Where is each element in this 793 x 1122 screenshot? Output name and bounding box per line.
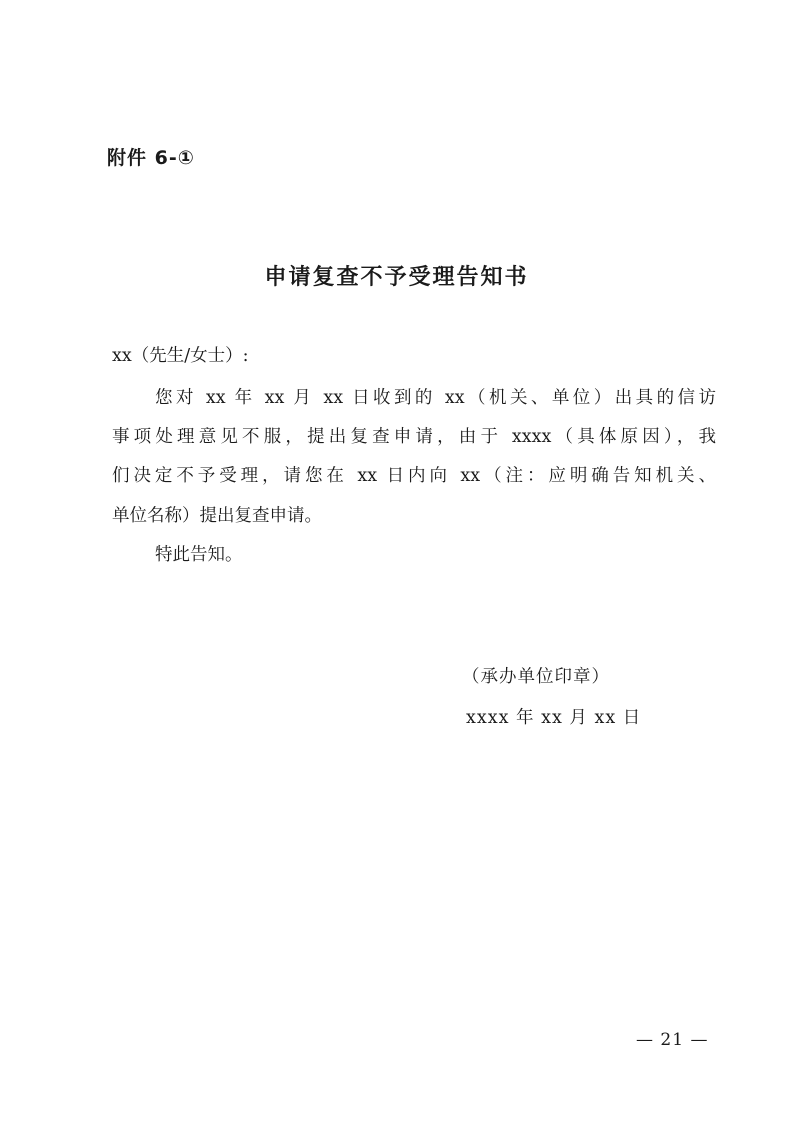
page-number: — 21 —: [636, 1030, 709, 1050]
closing-text: 特此告知。: [155, 545, 243, 565]
body-line-1: 您对 xx 年 xx 月 xx 日收到的 xx（机关、单位）出具的信访: [155, 388, 716, 408]
attachment-label: 附件 6-①: [107, 147, 195, 169]
date-line: xxxx 年 xx 月 xx 日: [466, 708, 642, 728]
document-title: 申请复查不予受理告知书: [264, 265, 529, 290]
seal-note: （承办单位印章）: [462, 667, 610, 687]
salutation: xx（先生/女士）:: [112, 346, 249, 366]
body-line-4: 单位名称）提出复查申请。: [112, 506, 322, 526]
body-line-3: 们决定不予受理，请您在 xx 日内向 xx（注：应明确告知机关、: [112, 466, 716, 486]
body-line-2: 事项处理意见不服，提出复查申请，由于 xxxx（具体原因），我: [112, 427, 716, 447]
